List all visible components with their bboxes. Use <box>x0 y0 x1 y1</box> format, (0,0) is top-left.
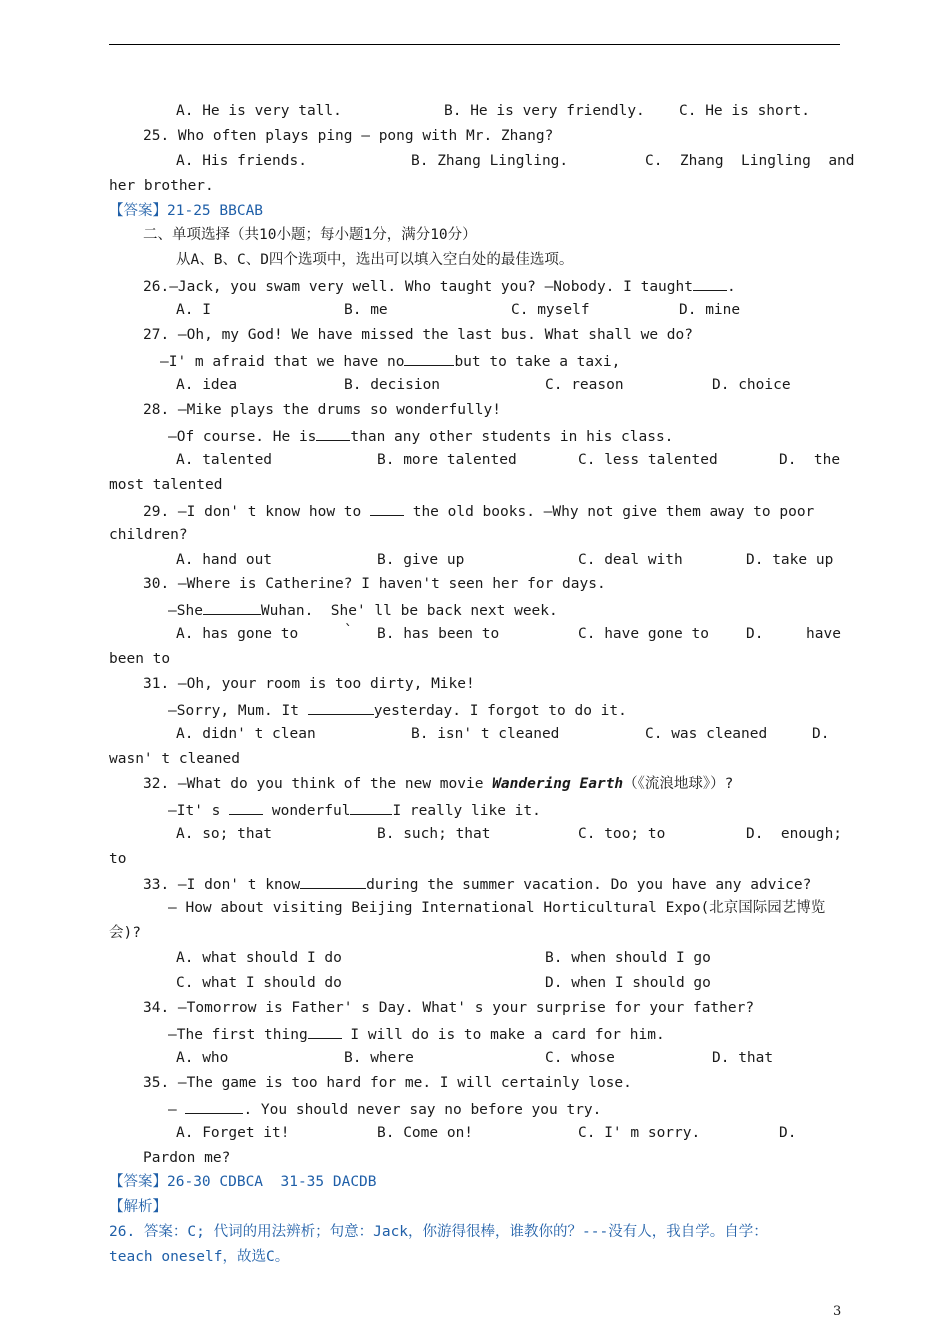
q32-stem: 32. —What do you think of the new movie Wandering Earth（《流浪地球》）? <box>143 776 734 792</box>
header-rule <box>109 44 840 45</box>
q25-option-a: A. His friends. <box>176 153 307 169</box>
q30-option-d-tail: have <box>806 626 841 642</box>
q30-option-d: D. <box>746 626 764 642</box>
q31-reply: —Sorry, Mum. It yesterday. I forgot to do it. <box>168 700 627 720</box>
q33-stem: 33. —I don' t know during the summer vacation. Do you have any advice? <box>143 874 811 894</box>
q30-option-d-cont: been to <box>109 651 171 667</box>
q30-stem: 30. —Where is Catherine? I haven't seen her for days. <box>143 576 606 592</box>
q27-option-a: A. idea <box>176 377 238 393</box>
q35-option-a: A. Forget it! <box>176 1125 290 1141</box>
q29-stem: 29. —I don' t know how to the old books. —Why not give them away to poor <box>143 501 814 521</box>
q33-option-d: D. when I should go <box>545 975 711 991</box>
q24-option-c: C. He is short. <box>679 103 810 119</box>
q35-reply: — . You should never say no before you try. <box>168 1099 601 1119</box>
q26-option-a: A. I <box>176 302 211 318</box>
q33-reply: — How about visiting Beijing International Horticultural Expo(北京国际园艺博览 <box>168 900 826 916</box>
q25-stem: 25. Who often plays ping – pong with Mr. Zhang? <box>143 128 554 144</box>
q26-option-d: D. mine <box>679 302 741 318</box>
q32-option-c: C. too; to <box>578 826 666 842</box>
q34-stem: 34. —Tomorrow is Father' s Day. What' s your surprise for your father? <box>143 1000 755 1016</box>
q27-reply: —I' m afraid that we have no but to take a taxi, <box>160 351 620 371</box>
analysis-label: 【解析】 <box>109 1199 167 1215</box>
q26-option-b: B. me <box>344 302 388 318</box>
q31-option-b: B. isn' t cleaned <box>411 726 560 742</box>
q30-stray-mark: ` <box>344 623 353 639</box>
q34-option-c: C. whose <box>545 1050 615 1066</box>
q31-option-d-cont: wasn' t cleaned <box>109 751 240 767</box>
q26-option-c: C. myself <box>511 302 590 318</box>
movie-title: Wandering Earth <box>492 776 624 792</box>
q30-option-c: C. have gone to <box>578 626 709 642</box>
q35-option-c: C. I' m sorry. <box>578 1125 701 1141</box>
q28-option-c: C. less talented <box>578 452 718 468</box>
q31-stem: 31. —Oh, your room is too dirty, Mike! <box>143 676 475 692</box>
q34-option-d: D. that <box>712 1050 774 1066</box>
q35-stem: 35. —The game is too hard for me. I will certainly lose. <box>143 1075 632 1091</box>
q28-option-d: D. the <box>779 452 841 468</box>
q29-option-d: D. take up <box>746 552 834 568</box>
section-instruction: 从A、B、C、D四个选项中，选出可以填入空白处的最佳选项。 <box>176 252 574 268</box>
q32-option-b: B. such; that <box>377 826 491 842</box>
q25-option-c: C. Zhang Lingling and <box>645 153 855 169</box>
q25-option-c-cont: her brother. <box>109 178 214 194</box>
q35-option-b: B. Come on! <box>377 1125 474 1141</box>
q34-option-a: A. who <box>176 1050 229 1066</box>
analysis-line-2: teach oneself，故选C。 <box>109 1249 290 1265</box>
q33-option-a: A. what should I do <box>176 950 342 966</box>
page-number: 3 <box>833 1304 842 1319</box>
q32-option-d: D. enough; <box>746 826 843 842</box>
q29-option-c: C. deal with <box>578 552 683 568</box>
q31-option-d: D. <box>812 726 830 742</box>
q30-reply: —She Wuhan. She' ll be back next week. <box>168 600 558 620</box>
q26-stem: 26.—Jack, you swam very well. Who taught you? —Nobody. I taught . <box>143 276 736 296</box>
q34-option-b: B. where <box>344 1050 414 1066</box>
answer-26-35: 【答案】26-30 CDBCA 31-35 DACDB <box>109 1174 377 1190</box>
q35-option-d-cont: Pardon me? <box>143 1150 231 1166</box>
q32-reply: —It' s wonderful I really like it. <box>168 800 541 820</box>
q28-stem: 28. —Mike plays the drums so wonderfully! <box>143 402 501 418</box>
q28-option-b: B. more talented <box>377 452 517 468</box>
q35-option-d: D. <box>779 1125 797 1141</box>
q28-option-d-cont: most talented <box>109 477 223 493</box>
q29-stem-cont: children? <box>109 527 188 543</box>
q25-option-b: B. Zhang Lingling. <box>411 153 569 169</box>
q29-option-a: A. hand out <box>176 552 273 568</box>
q33-reply-cont: 会)? <box>109 925 141 941</box>
q27-option-d: D. choice <box>712 377 791 393</box>
q29-option-b: B. give up <box>377 552 465 568</box>
answer-21-25: 【答案】21-25 BBCAB <box>109 203 264 219</box>
q27-option-b: B. decision <box>344 377 441 393</box>
q27-stem: 27. —Oh, my God! We have missed the last bus. What shall we do? <box>143 327 693 343</box>
q28-reply: —Of course. He is than any other students in his class. <box>168 426 673 446</box>
q33-option-b: B. when should I go <box>545 950 711 966</box>
section-title: 二、单项选择（共10小题；每小题1分，满分10分） <box>143 227 477 243</box>
q33-option-c: C. what I should do <box>176 975 342 991</box>
q34-reply: —The first thing I will do is to make a card for him. <box>168 1024 665 1044</box>
q24-option-a: A. He is very tall. <box>176 103 342 119</box>
q31-option-c: C. was cleaned <box>645 726 768 742</box>
q24-option-b: B. He is very friendly. <box>444 103 645 119</box>
q32-option-d-cont: to <box>109 851 127 867</box>
q30-option-b: B. has been to <box>377 626 500 642</box>
q27-option-c: C. reason <box>545 377 624 393</box>
analysis-line-1: 26. 答案：C; 代词的用法辨析；句意：Jack，你游得很棒，谁教你的？---没有人，我自学。自学： <box>109 1224 768 1240</box>
q32-option-a: A. so; that <box>176 826 273 842</box>
q28-option-a: A. talented <box>176 452 273 468</box>
q31-option-a: A. didn' t clean <box>176 726 316 742</box>
q30-option-a: A. has gone to <box>176 626 299 642</box>
